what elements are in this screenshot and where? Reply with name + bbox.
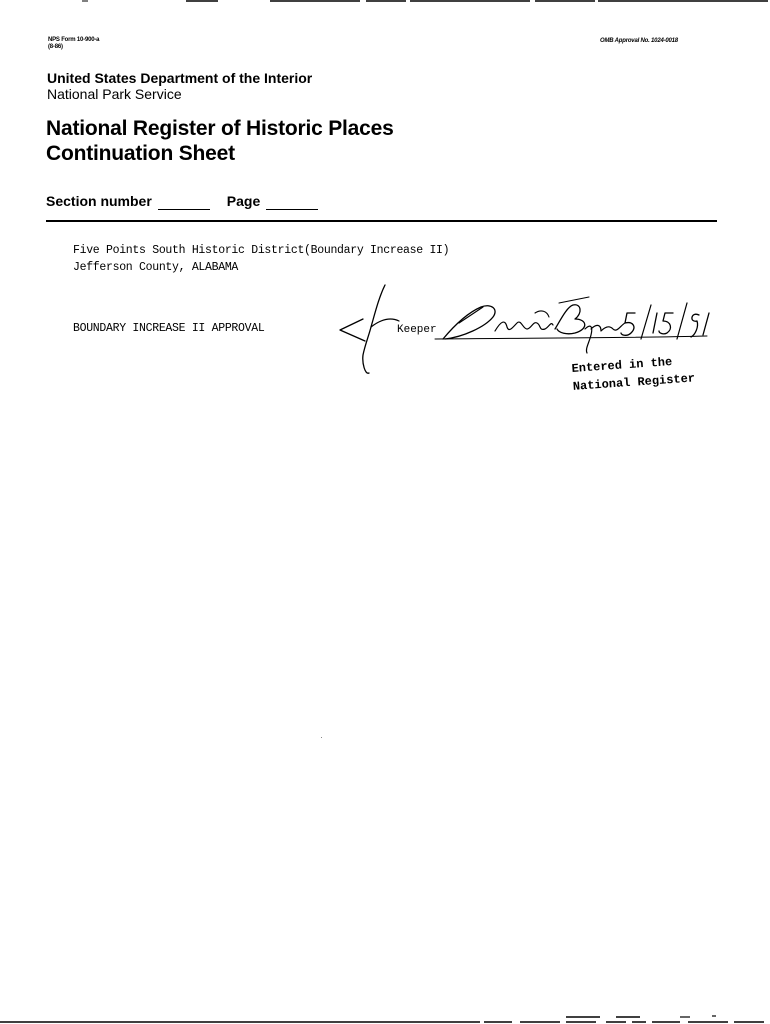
form-number — [48, 37, 99, 51]
form-number-text: NPS Form 10-900-a — [48, 37, 100, 43]
section-number-label: Section number — [46, 193, 152, 209]
form-revision-text: (8-86) — [48, 44, 63, 50]
page-title: National Register of Historic Places — [46, 117, 394, 140]
department-name: United States Department of the Interior — [47, 70, 313, 86]
page-subtitle: Continuation Sheet — [46, 142, 235, 165]
keeper-label: Keeper — [397, 324, 437, 336]
scan-speck — [321, 737, 322, 738]
page-label: Page — [226, 193, 261, 209]
stamp-line-2: National Register — [572, 371, 696, 394]
county-name: Jefferson County, ALABAMA — [73, 261, 239, 274]
scan-edge-top — [0, 0, 770, 6]
service-name: National Park Service — [47, 86, 182, 102]
stamp-line-1: Entered in the — [571, 354, 673, 376]
omb-approval-number: OMB Approval No. 1024-0018 — [600, 38, 678, 44]
approval-heading: BOUNDARY INCREASE II APPROVAL — [73, 322, 265, 335]
header-divider — [46, 220, 717, 222]
scan-edge-bottom — [0, 1012, 770, 1024]
section-number-field — [158, 197, 210, 210]
section-page-row — [46, 193, 318, 210]
page-number-field — [266, 197, 318, 210]
district-name: Five Points South Historic District(Boundary Increase II) — [73, 244, 450, 257]
entered-register-stamp — [571, 351, 696, 395]
